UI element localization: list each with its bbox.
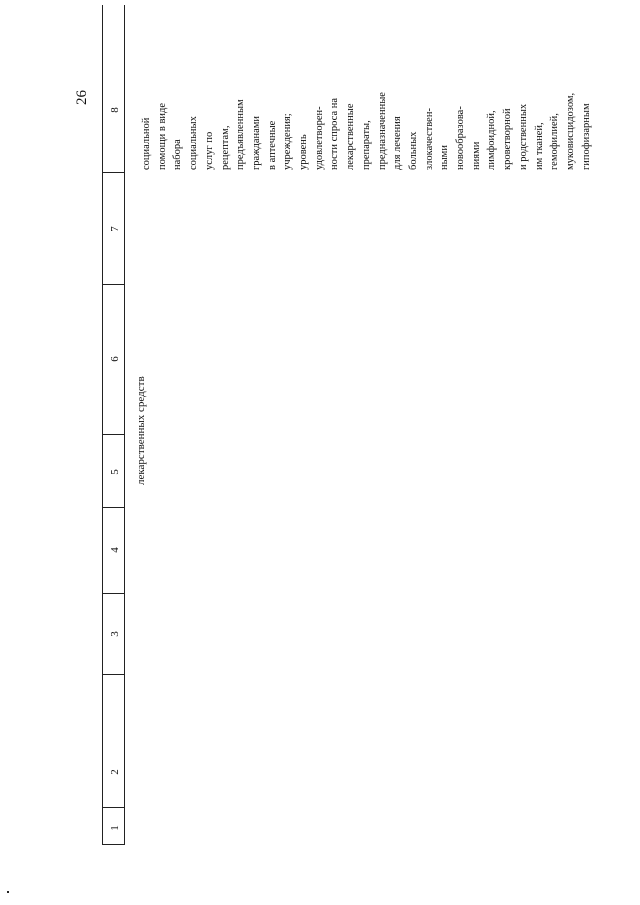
- column-8-line: учреждения;: [282, 113, 294, 170]
- column-divider-6: [102, 434, 124, 435]
- table-top-border: [102, 5, 103, 845]
- column-number: 5: [109, 469, 121, 475]
- column-8-line: социальных: [188, 116, 200, 170]
- column-8-line: лимфоидной,: [486, 110, 498, 170]
- column-8-line: больных: [407, 131, 419, 170]
- column-8-line: препараты,: [360, 120, 372, 170]
- column-number: 3: [109, 631, 121, 637]
- column-8-line: им тканей,: [533, 122, 545, 170]
- column-8-line: в аптечные: [266, 120, 278, 170]
- column-8-line: удовлетворен-: [313, 106, 325, 170]
- column-6-cell: лекарственных средств: [135, 376, 147, 485]
- column-8-line: муковисцидозом,: [564, 92, 576, 170]
- column-8-line: гипофизарным: [580, 103, 592, 170]
- column-divider-1: [102, 844, 124, 845]
- column-8-line: новообразова-: [455, 106, 467, 170]
- column-8-line: ниями: [470, 141, 482, 170]
- column-8-line: социальной: [141, 117, 152, 170]
- column-number: 4: [109, 547, 121, 553]
- column-8-line: злокачествен-: [423, 108, 435, 170]
- column-number: 6: [109, 356, 121, 362]
- scan-dot: [7, 891, 9, 893]
- column-divider-3: [102, 674, 124, 675]
- column-number: 7: [109, 226, 121, 232]
- header-bottom-border: [124, 5, 125, 845]
- column-number: 1: [109, 825, 121, 831]
- page-number: 26: [74, 90, 90, 105]
- column-8-line: набора: [172, 139, 184, 170]
- column-number: 2: [109, 769, 121, 775]
- column-8-line: ными: [439, 145, 451, 170]
- column-8-cell: [139, 5, 594, 170]
- column-divider-8: [102, 172, 124, 173]
- column-8-line: помощи в виде: [156, 102, 168, 170]
- column-8-line: предъявленным: [235, 99, 247, 170]
- column-8-line: кроветворной: [502, 108, 514, 170]
- column-8-line: гражданами: [250, 115, 262, 170]
- column-8-line: уровень: [298, 134, 310, 170]
- column-8-line: для лечения: [392, 116, 404, 170]
- column-8-line: предназначенные: [376, 92, 388, 170]
- column-divider-2: [102, 807, 124, 808]
- column-divider-7: [102, 284, 124, 285]
- column-8-line: ности спроса на: [329, 97, 341, 170]
- column-8-line: и родственных: [517, 103, 529, 170]
- column-number: 8: [109, 107, 121, 113]
- column-divider-5: [102, 507, 124, 508]
- column-divider-4: [102, 593, 124, 594]
- column-8-line: рецептам,: [219, 125, 231, 170]
- column-8-line: услуг по: [203, 131, 215, 170]
- column-8-line: лекарственные: [345, 103, 357, 170]
- column-8-line: гемофилией,: [549, 113, 561, 170]
